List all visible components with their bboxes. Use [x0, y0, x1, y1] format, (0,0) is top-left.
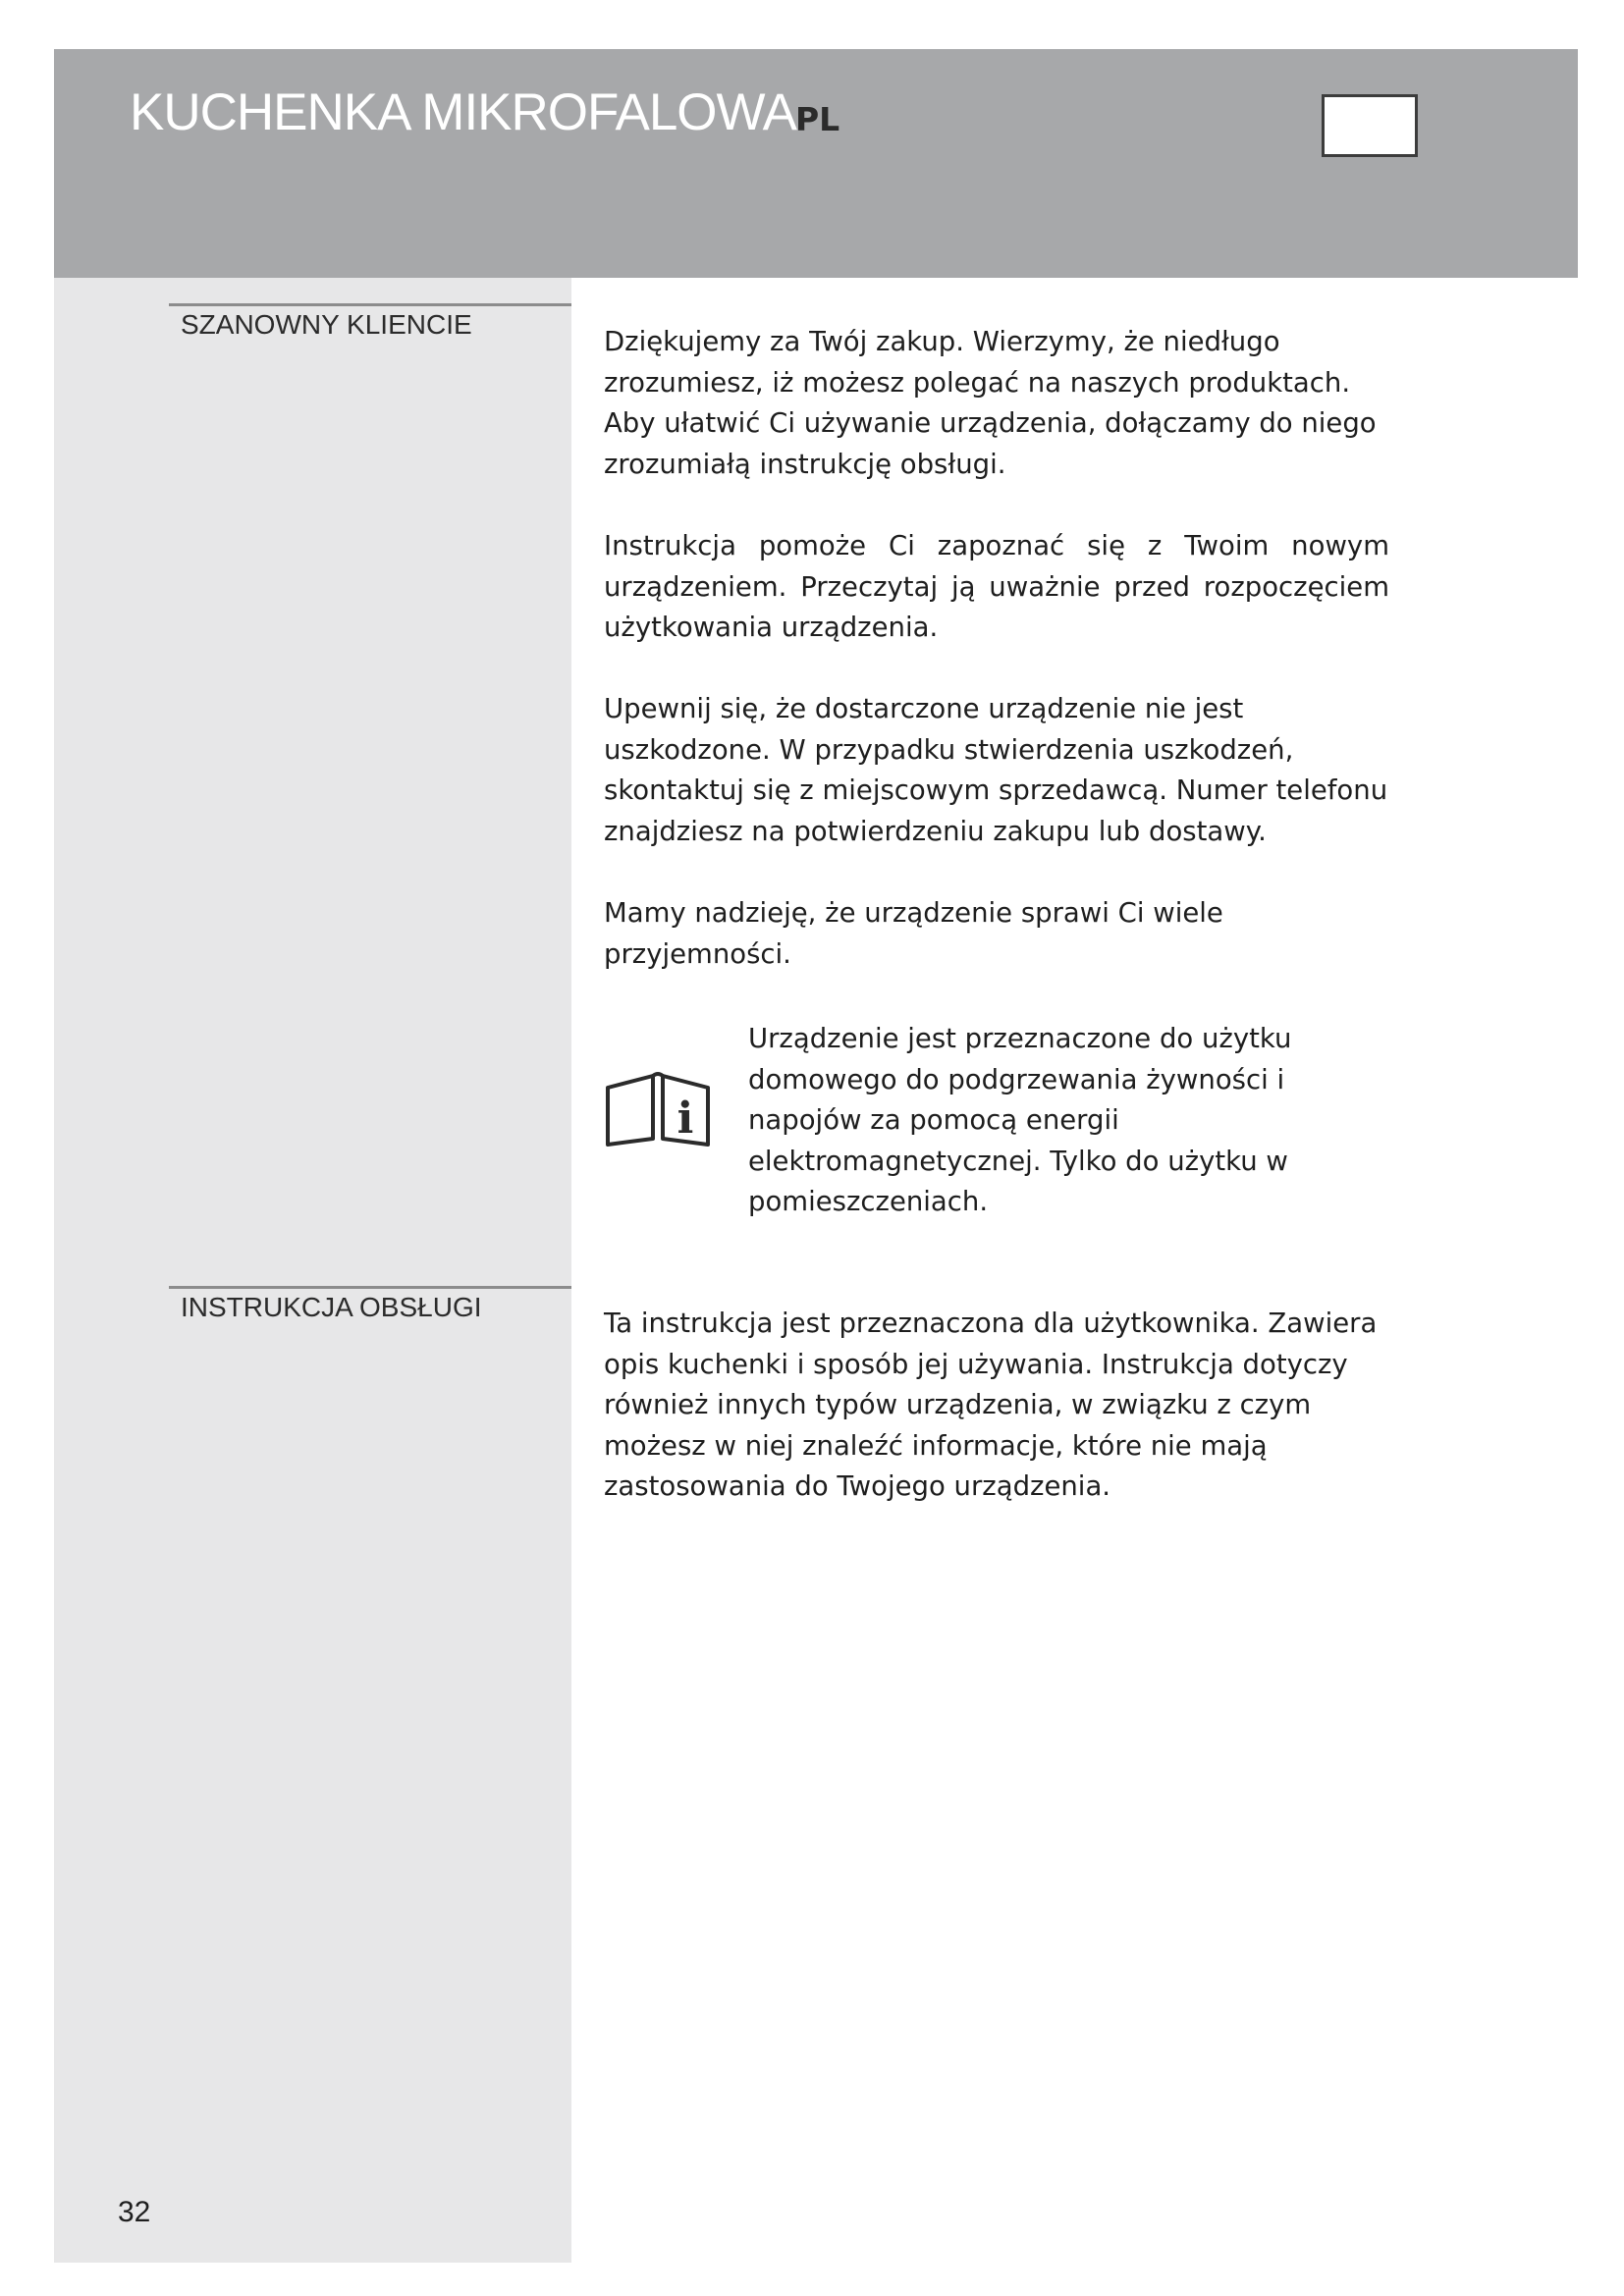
section-title-customer: SZANOWNY KLIENCIE: [181, 309, 472, 340]
header-empty-box: [1322, 94, 1418, 157]
document-title: KUCHENKA MIKROFALOWA: [130, 83, 796, 141]
manual-info-icon: [604, 1068, 712, 1148]
paragraph-wishes: Mamy nadzieję, że urządzenie sprawi Ci wiele przyjemności.: [604, 897, 1223, 970]
left-sidebar: [54, 278, 571, 2263]
page-number: 32: [118, 2196, 151, 2228]
info-note-text: Urządzenie jest przeznaczone do użytku domowego do podgrzewania żywności i napojów za pomocą energii elektromagnetycznej. Tylko do użytku w pomieszczeniach.: [748, 1023, 1292, 1217]
section-title-manual: INSTRUKCJA OBSŁUGI: [181, 1292, 482, 1322]
paragraph-damage-check: Upewnij się, że dostarczone urządzenie nie jest uszkodzone. W przypadku stwierdzenia uszkodzeń, skontaktuj się z miejscowym sprzedawcą. Numer telefonu znajdziesz na potwierdzeniu zakupu lub dostawy.: [604, 693, 1388, 847]
paragraph-manual-scope: Ta instrukcja jest przeznaczona dla użytkownika. Zawiera opis kuchenki i sposób jej używania. Instrukcja dotyczy również innych typów urządzenia, w związku z czym możesz w niej znaleźć informacje, które nie mają zastosowania do Twojego urządzenia.: [604, 1308, 1378, 1502]
paragraph-thanks: Dziękujemy za Twój zakup. Wierzymy, że niedługo zrozumiesz, iż możesz polegać na naszych produktach. Aby ułatwić Ci używanie urządzenia, dołączamy do niego zrozumiałą instrukcję obsługi.: [604, 326, 1377, 480]
svg-text:i: i: [677, 1094, 694, 1144]
paragraph-instructions: Instrukcja pomoże Ci zapoznać się z Twoim nowym urządzeniem. Przeczytaj ją uważnie przed rozpoczęciem użytkowania urządzenia.: [604, 530, 1389, 643]
language-code: PL: [795, 100, 840, 138]
